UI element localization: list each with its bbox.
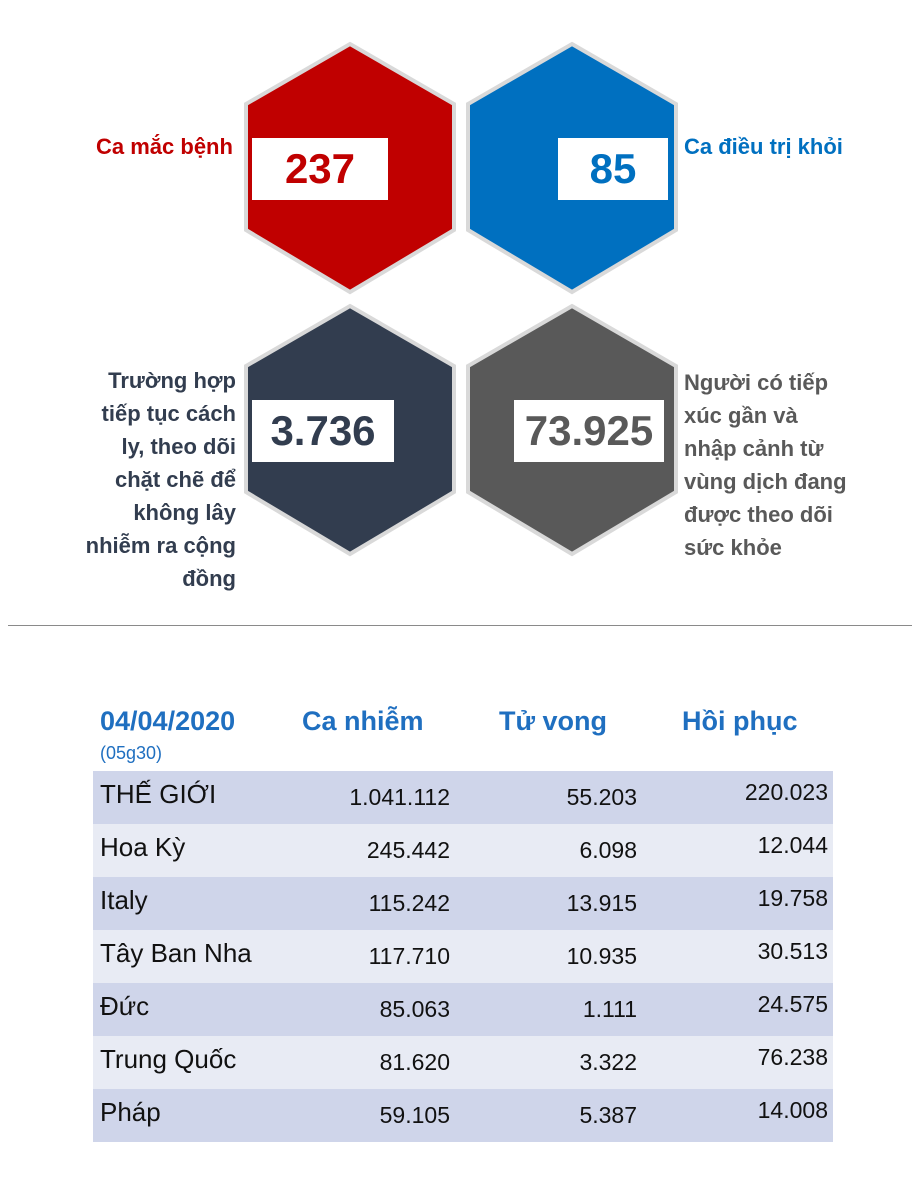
- isolated-label-line: Trường hợp: [108, 368, 236, 393]
- country-name: Italy: [100, 885, 148, 915]
- recovered-hexagon: [462, 40, 682, 290]
- header-deaths: Tử vong: [499, 706, 608, 736]
- country-name: Trung Quốc: [100, 1044, 237, 1074]
- deaths-cell: 6.098: [579, 837, 637, 863]
- table-row: [93, 771, 833, 824]
- monitored-label-line: nhập cảnh từ: [684, 436, 824, 461]
- section-divider: [8, 625, 912, 626]
- country-name: Hoa Kỳ: [100, 832, 186, 862]
- table-row: [93, 877, 833, 930]
- monitored-value: 73.925: [514, 400, 664, 462]
- country-name: Pháp: [100, 1097, 161, 1127]
- table-row: [93, 1089, 833, 1142]
- isolated-label-line: không lây: [133, 500, 236, 525]
- header-recovered: Hồi phục: [682, 706, 798, 736]
- cases-label: Ca mắc bệnh: [96, 134, 233, 159]
- country-name: Đức: [100, 991, 150, 1021]
- isolated-label-line: ly, theo dõi: [121, 434, 236, 459]
- monitored-label-line: vùng dịch đang: [684, 469, 847, 494]
- country-name: Tây Ban Nha: [100, 938, 252, 968]
- deaths-cell: 5.387: [579, 1102, 637, 1128]
- recovered-cell: 76.238: [757, 1044, 828, 1070]
- cases-cell: 245.442: [366, 837, 450, 863]
- cases-value: 237: [252, 138, 388, 200]
- monitored-label-line: Người có tiếp: [684, 370, 829, 395]
- cases-cell: 115.242: [368, 890, 450, 916]
- monitored-label-line: sức khỏe: [684, 535, 782, 560]
- recovered-cell: 220.023: [744, 779, 828, 805]
- header-cases: Ca nhiễm: [302, 706, 424, 736]
- recovered-value: 85: [558, 138, 668, 200]
- recovered-cell: 14.008: [757, 1097, 828, 1123]
- deaths-cell: 55.203: [566, 784, 637, 810]
- covid-table: [93, 771, 833, 1142]
- monitored-label-line: được theo dõi: [684, 502, 833, 527]
- cases-cell: 85.063: [379, 996, 450, 1022]
- isolated-label-line: chặt chẽ để: [114, 467, 236, 492]
- country-name: THẾ GIỚI: [100, 779, 217, 809]
- isolated-label: [40, 364, 236, 595]
- table-row: [93, 1036, 833, 1089]
- monitored-label: [684, 366, 904, 564]
- isolated-label-line: nhiễm ra cộng: [85, 533, 236, 558]
- recovered-label: Ca điều trị khỏi: [684, 134, 843, 159]
- deaths-cell: 3.322: [579, 1049, 637, 1075]
- isolated-hexagon: [240, 302, 460, 552]
- recovered-cell: 30.513: [757, 938, 828, 964]
- table-row: [93, 983, 833, 1036]
- cases-cell: 1.041.112: [349, 784, 450, 810]
- isolated-label-line: tiếp tục cách: [101, 401, 236, 426]
- recovered-cell: 24.575: [757, 991, 828, 1017]
- monitored-label-line: xúc gần và: [684, 403, 798, 428]
- cases-hexagon: [240, 40, 460, 290]
- deaths-cell: 13.915: [566, 890, 637, 916]
- deaths-cell: 1.111: [582, 996, 637, 1022]
- cases-cell: 59.105: [379, 1102, 450, 1128]
- cases-cell: 81.620: [379, 1049, 450, 1075]
- recovered-cell: 19.758: [757, 885, 828, 911]
- recovered-cell: 12.044: [757, 832, 828, 858]
- table-date: 04/04/2020: [100, 706, 236, 736]
- deaths-cell: 10.935: [566, 943, 637, 969]
- table-row: [93, 824, 833, 877]
- cases-cell: 117.710: [368, 943, 450, 969]
- monitored-hexagon: [462, 302, 682, 552]
- isolated-label-line: đồng: [182, 566, 236, 591]
- table-time: (05g30): [100, 743, 163, 763]
- isolated-value: 3.736: [252, 400, 394, 462]
- table-row: [93, 930, 833, 983]
